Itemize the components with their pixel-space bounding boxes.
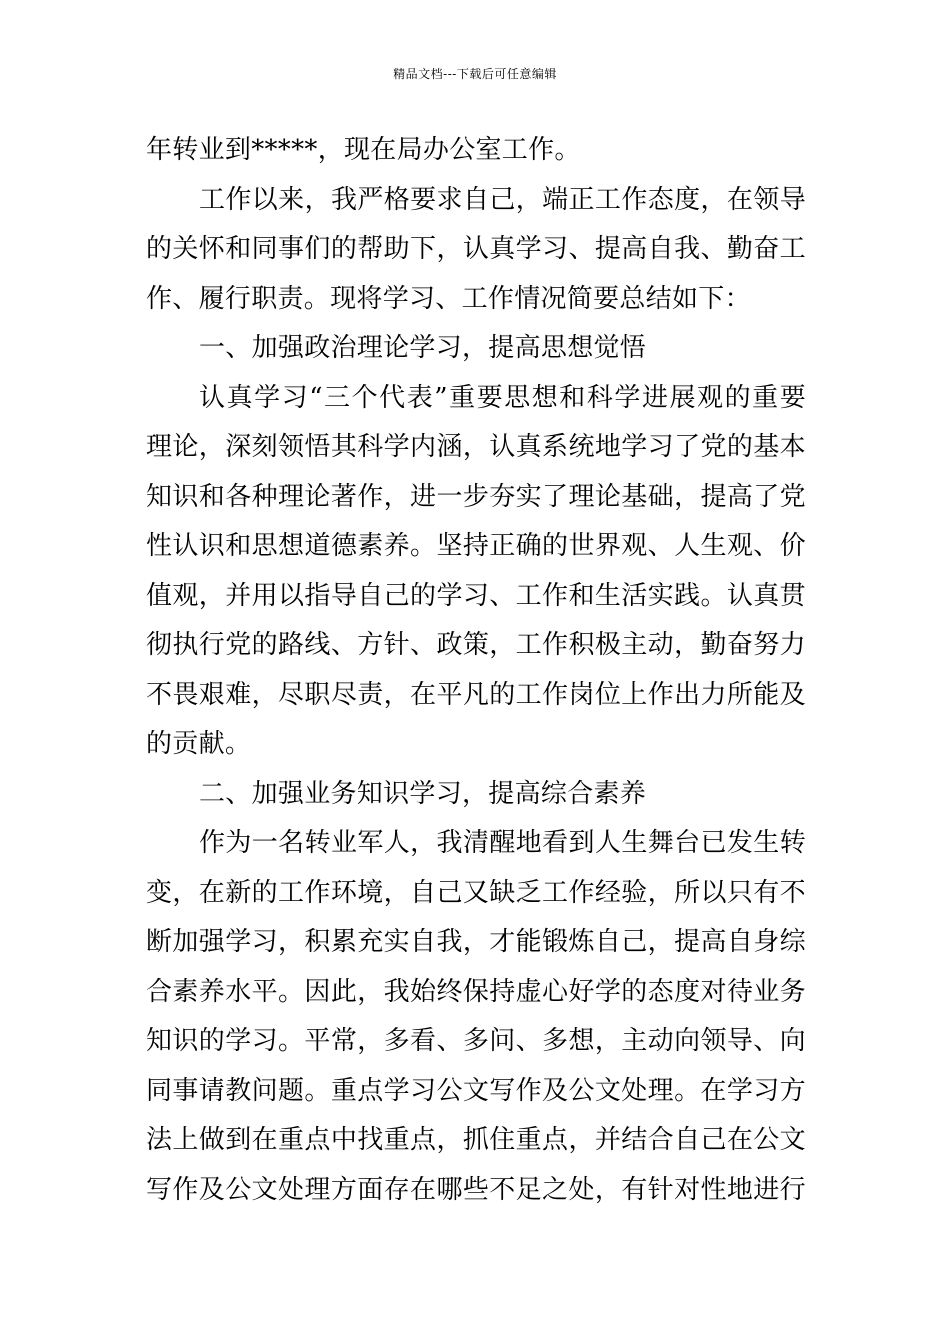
paragraph-first-line: 认真学习“三个代表”重要思想和科学进展观的重要 <box>199 382 806 413</box>
document-body <box>146 126 806 1215</box>
text-line: 的关怀和同事们的帮助下，认真学习、提高自我、勤奋工 <box>146 234 806 264</box>
text-line: 作、履行职责。现将学习、工作情况简要总结如下： <box>146 283 751 314</box>
paragraph-first-line: 工作以来，我严格要求自己，端正工作态度，在领导 <box>199 184 806 215</box>
text-line: 性认识和思想道德素养。坚持正确的世界观、人生观、价 <box>146 531 806 561</box>
text-line: 值观，并用以指导自己的学习、工作和生活实践。认真贯 <box>146 580 806 611</box>
text-line: 知识的学习。平常，多看、多问、多想，主动向领导、向 <box>146 1026 806 1056</box>
text-line: 不畏艰难，尽职尽责，在平凡的工作岗位上作出力所能及 <box>146 679 806 710</box>
text-line: 合素养水平。因此，我始终保持虚心好学的态度对待业务 <box>146 976 806 1007</box>
page-header: 精品文档---下载后可任意编辑 <box>393 67 557 81</box>
text-line: 理论，深刻领悟其科学内涵，认真系统地学习了党的基本 <box>146 432 806 462</box>
text-line: 变，在新的工作环境，自己又缺乏工作经验，所以只有不 <box>146 877 806 908</box>
text-line: 彻执行党的路线、方针、政策，工作积极主动，勤奋努力 <box>146 630 806 660</box>
paragraph-first-line: 作为一名转业军人，我清醒地看到人生舞台已发生转 <box>199 828 806 858</box>
section-heading-1: 一、加强政治理论学习，提高思想觉悟 <box>199 333 647 363</box>
text-line: 的贡献。 <box>146 729 252 759</box>
text-line: 同事请教问题。重点学习公文写作及公文处理。在学习方 <box>146 1075 806 1106</box>
text-line: 年转业到*****，现在局办公室工作。 <box>146 135 581 165</box>
section-heading-2: 二、加强业务知识学习，提高综合素养 <box>199 778 647 809</box>
text-line: 法上做到在重点中找重点，抓住重点，并结合自己在公文 <box>146 1125 806 1155</box>
text-line: 写作及公文处理方面存在哪些不足之处，有针对性地进行 <box>146 1174 806 1205</box>
text-line: 断加强学习，积累充实自我，才能锻炼自己，提高自身综 <box>146 927 806 957</box>
text-line: 知识和各种理论著作，进一步夯实了理论基础，提高了党 <box>146 481 806 512</box>
